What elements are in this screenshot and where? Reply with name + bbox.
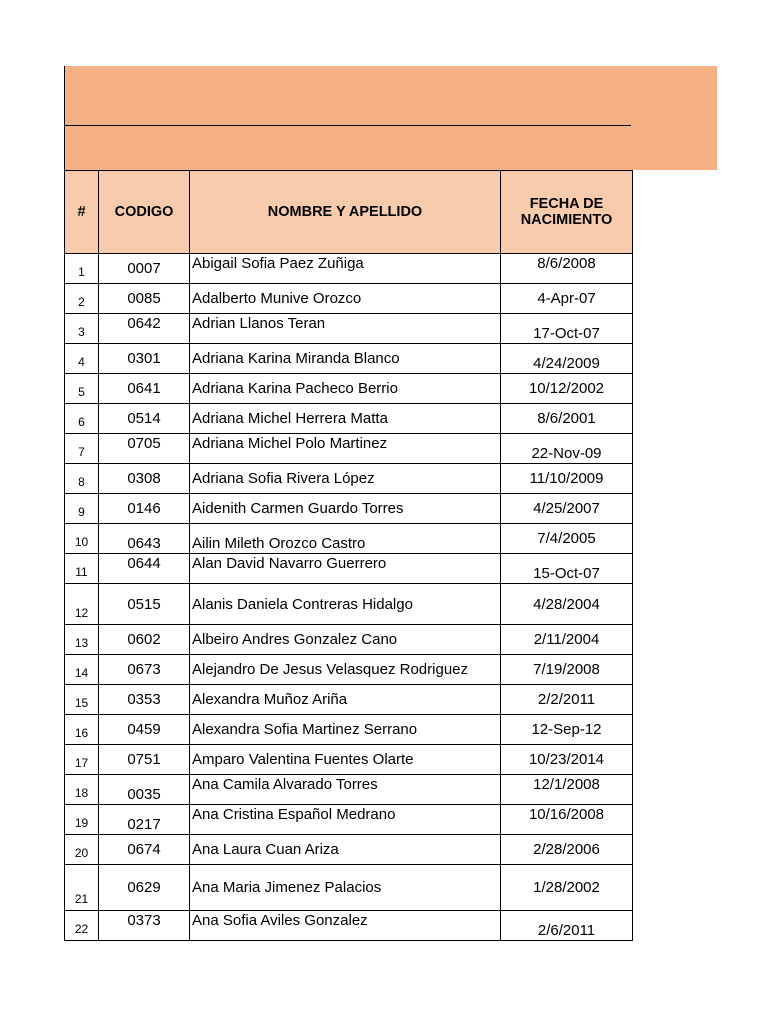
row-codigo: 0146	[99, 494, 190, 524]
table-row	[65, 434, 633, 464]
row-nombre: Adriana Michel Polo Martinez	[190, 434, 501, 464]
row-codigo: 0602	[99, 625, 190, 655]
row-codigo: 0643	[99, 524, 190, 554]
row-codigo: 0705	[99, 434, 190, 464]
table-row	[65, 464, 633, 494]
row-nombre: Adriana Karina Pacheco Berrio	[190, 374, 501, 404]
table-row	[65, 584, 633, 625]
row-number: 7	[65, 434, 99, 464]
row-number: 19	[65, 805, 99, 835]
student-table	[64, 170, 633, 941]
table-row	[65, 911, 633, 941]
row-codigo: 0007	[99, 254, 190, 284]
row-number: 16	[65, 715, 99, 745]
row-number: 13	[65, 625, 99, 655]
row-number: 9	[65, 494, 99, 524]
table-row	[65, 314, 633, 344]
row-fecha: 2/2/2011	[501, 685, 633, 715]
row-fecha: 2/6/2011	[501, 911, 633, 941]
table-header-row	[65, 171, 633, 254]
row-fecha: 12-Sep-12	[501, 715, 633, 745]
row-number: 8	[65, 464, 99, 494]
header-nombre: NOMBRE Y APELLIDO	[190, 171, 501, 254]
row-codigo: 0301	[99, 344, 190, 374]
table-row	[65, 715, 633, 745]
header-fecha: FECHA DE NACIMIENTO	[501, 171, 633, 254]
row-codigo: 0353	[99, 685, 190, 715]
row-number: 11	[65, 554, 99, 584]
row-fecha: 4-Apr-07	[501, 284, 633, 314]
table-row	[65, 344, 633, 374]
row-number: 22	[65, 911, 99, 941]
row-fecha: 10/12/2002	[501, 374, 633, 404]
row-number: 12	[65, 584, 99, 625]
header-banner	[64, 66, 717, 170]
table-row	[65, 404, 633, 434]
row-fecha: 12/1/2008	[501, 775, 633, 805]
row-fecha: 2/11/2004	[501, 625, 633, 655]
row-codigo: 0641	[99, 374, 190, 404]
row-fecha: 1/28/2002	[501, 865, 633, 911]
row-number: 3	[65, 314, 99, 344]
row-codigo: 0373	[99, 911, 190, 941]
row-number: 17	[65, 745, 99, 775]
row-fecha: 17-Oct-07	[501, 314, 633, 344]
row-fecha: 2/28/2006	[501, 835, 633, 865]
row-nombre: Ana Cristina Español Medrano	[190, 805, 501, 835]
row-codigo: 0085	[99, 284, 190, 314]
row-codigo: 0217	[99, 805, 190, 835]
row-codigo: 0459	[99, 715, 190, 745]
table-row	[65, 494, 633, 524]
table-row	[65, 805, 633, 835]
row-fecha: 4/28/2004	[501, 584, 633, 625]
header-codigo: CODIGO	[99, 171, 190, 254]
row-nombre: Abigail Sofia Paez Zuñiga	[190, 254, 501, 284]
row-fecha: 8/6/2008	[501, 254, 633, 284]
row-nombre: Ana Laura Cuan Ariza	[190, 835, 501, 865]
row-fecha: 10/23/2014	[501, 745, 633, 775]
row-nombre: Aidenith Carmen Guardo Torres	[190, 494, 501, 524]
table-row	[65, 775, 633, 805]
row-number: 20	[65, 835, 99, 865]
row-nombre: Alexandra Muñoz Ariña	[190, 685, 501, 715]
row-nombre: Adalberto Munive Orozco	[190, 284, 501, 314]
row-number: 6	[65, 404, 99, 434]
row-nombre: Adriana Sofia Rivera López	[190, 464, 501, 494]
row-nombre: Adriana Karina Miranda Blanco	[190, 344, 501, 374]
table-row	[65, 655, 633, 685]
row-codigo: 0515	[99, 584, 190, 625]
row-fecha: 7/19/2008	[501, 655, 633, 685]
table-row	[65, 865, 633, 911]
table-row	[65, 524, 633, 554]
row-number: 18	[65, 775, 99, 805]
table-row	[65, 374, 633, 404]
row-codigo: 0629	[99, 865, 190, 911]
row-number: 10	[65, 524, 99, 554]
row-nombre: Adriana Michel Herrera Matta	[190, 404, 501, 434]
row-codigo: 0673	[99, 655, 190, 685]
row-nombre: Adrian Llanos Teran	[190, 314, 501, 344]
row-number: 2	[65, 284, 99, 314]
row-fecha: 22-Nov-09	[501, 434, 633, 464]
row-nombre: Ailin Mileth Orozco Castro	[190, 524, 501, 554]
row-codigo: 0308	[99, 464, 190, 494]
row-codigo: 0035	[99, 775, 190, 805]
row-codigo: 0751	[99, 745, 190, 775]
table-row	[65, 745, 633, 775]
row-fecha: 10/16/2008	[501, 805, 633, 835]
row-number: 1	[65, 254, 99, 284]
row-number: 14	[65, 655, 99, 685]
row-number: 21	[65, 865, 99, 911]
header-num: #	[65, 171, 99, 254]
row-number: 5	[65, 374, 99, 404]
row-nombre: Alanis Daniela Contreras Hidalgo	[190, 584, 501, 625]
row-fecha: 11/10/2009	[501, 464, 633, 494]
row-number: 15	[65, 685, 99, 715]
table-row	[65, 835, 633, 865]
table-row	[65, 554, 633, 584]
row-nombre: Albeiro Andres Gonzalez Cano	[190, 625, 501, 655]
row-nombre: Alejandro De Jesus Velasquez Rodriguez	[190, 655, 501, 685]
row-number: 4	[65, 344, 99, 374]
table-row	[65, 284, 633, 314]
row-fecha: 4/24/2009	[501, 344, 633, 374]
row-codigo: 0644	[99, 554, 190, 584]
row-codigo: 0674	[99, 835, 190, 865]
row-nombre: Alan David Navarro Guerrero	[190, 554, 501, 584]
row-nombre: Alexandra Sofia Martinez Serrano	[190, 715, 501, 745]
table-row	[65, 254, 633, 284]
row-codigo: 0642	[99, 314, 190, 344]
banner-divider	[65, 125, 631, 126]
table-row	[65, 625, 633, 655]
table-row	[65, 685, 633, 715]
row-fecha: 8/6/2001	[501, 404, 633, 434]
row-codigo: 0514	[99, 404, 190, 434]
row-nombre: Ana Maria Jimenez Palacios	[190, 865, 501, 911]
row-nombre: Amparo Valentina Fuentes Olarte	[190, 745, 501, 775]
row-fecha: 7/4/2005	[501, 524, 633, 554]
row-fecha: 4/25/2007	[501, 494, 633, 524]
row-nombre: Ana Sofia Aviles Gonzalez	[190, 911, 501, 941]
row-nombre: Ana Camila Alvarado Torres	[190, 775, 501, 805]
row-fecha: 15-Oct-07	[501, 554, 633, 584]
